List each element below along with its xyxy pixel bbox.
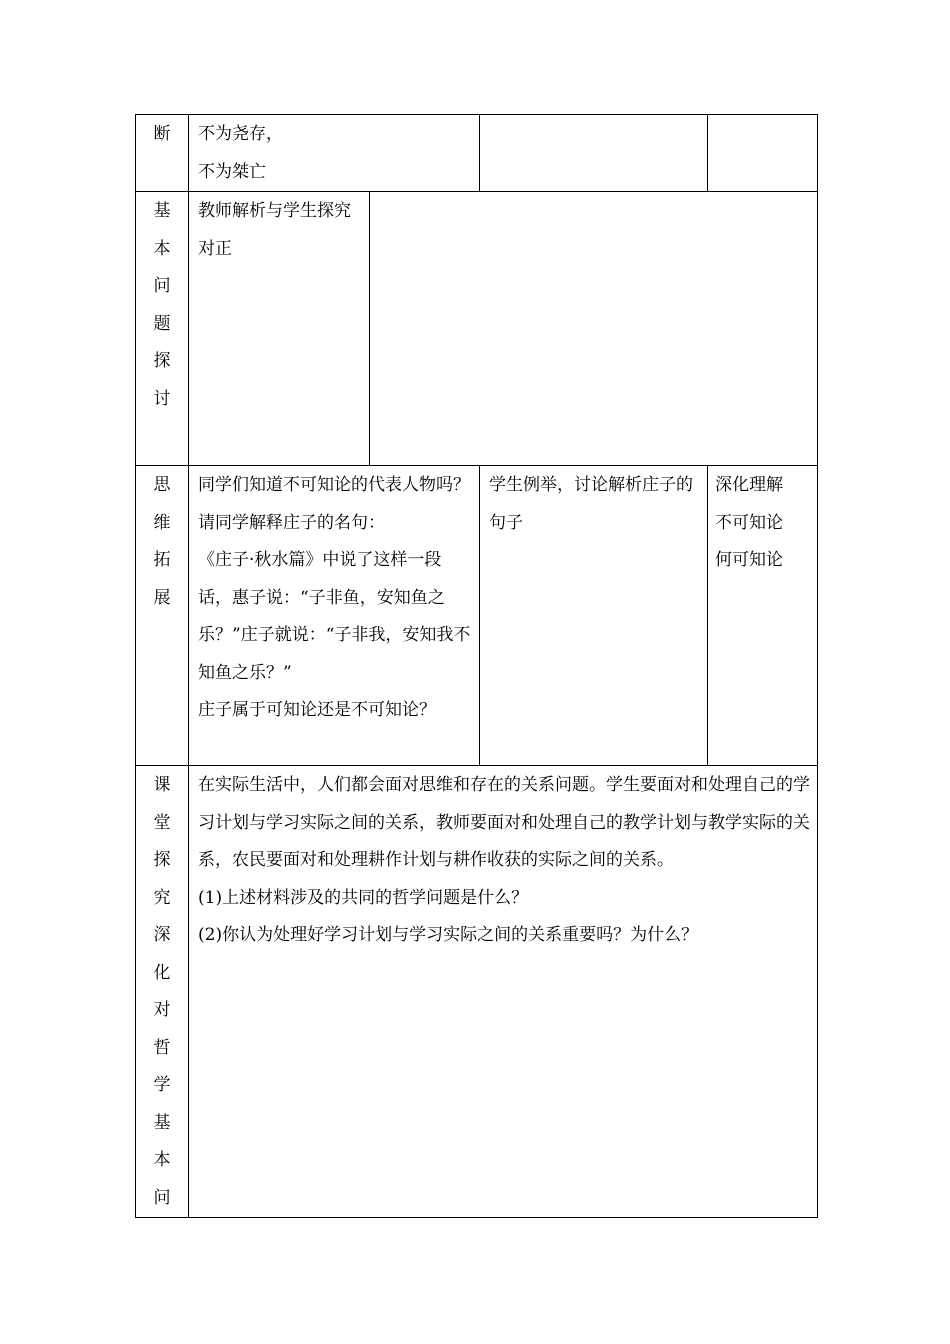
row-label-char: 题	[153, 313, 171, 334]
row-label-char: 探	[153, 850, 171, 870]
classroom-question: (2)你认为处理好学习计划与学习实际之间的关系重要吗？为什么？	[198, 925, 699, 945]
row-label-char: 断	[153, 124, 171, 144]
classroom-content-cell	[189, 766, 818, 1218]
row-label-thinking	[136, 466, 189, 766]
thinking-paragraph: 庄子属于可知论还是不可知论？	[198, 700, 436, 720]
thinking-content-cell	[189, 466, 480, 766]
basic-content-cell	[189, 192, 370, 466]
row-label-char: 学	[153, 1075, 171, 1095]
thinking-student-cell	[480, 466, 708, 766]
row-label-char: 思	[153, 475, 171, 495]
lesson-plan-table	[135, 114, 818, 1218]
row-label-char: 堂	[153, 812, 171, 833]
row-label-char: 基	[153, 201, 171, 221]
table-row-classroom	[136, 766, 818, 1218]
basic-content-text: 教师解析与学生探究对正	[198, 201, 351, 259]
basic-right-cell	[370, 192, 818, 466]
row-label-char: 探	[153, 351, 171, 371]
judge-goal-cell	[708, 115, 818, 192]
row-label-basic	[136, 192, 189, 466]
row-label-classroom	[136, 766, 189, 1218]
table-row-basic	[136, 192, 818, 466]
thinking-goal-line: 深化理解	[715, 475, 783, 495]
classroom-paragraph: 在实际生活中，人们都会面对思维和存在的关系问题。学生要面对和处理自己的学习计划与学习实际之间的关系，教师要面对和处理自己的教学计划与教学实际的关系，农民要面对和处理耕作计划与耕作收获的实际之间的关系。	[198, 775, 810, 870]
thinking-goal-cell	[708, 466, 818, 766]
judge-content-cell	[189, 115, 480, 192]
row-label-char: 课	[153, 775, 171, 795]
row-label-char: 问	[153, 276, 171, 296]
classroom-question: (1)上述材料涉及的共同的哲学问题是什么？	[198, 887, 529, 908]
thinking-goal-line: 何可知论	[715, 550, 783, 570]
thinking-goal-line: 不可知论	[715, 512, 783, 533]
row-label-char: 化	[153, 962, 171, 983]
thinking-paragraph: 请同学解释庄子的名句：	[198, 512, 385, 533]
row-label-char: 维	[153, 512, 171, 533]
row-label-char: 深	[153, 925, 171, 945]
row-label-char: 本	[153, 238, 171, 259]
row-label-char: 对	[153, 1000, 171, 1020]
row-label-char: 展	[153, 587, 171, 608]
row-label-char: 讨	[153, 388, 171, 409]
judge-line: 不为桀亡	[198, 161, 266, 182]
row-label-char: 问	[153, 1187, 171, 1208]
thinking-student-text: 学生例举，讨论解析庄子的句子	[489, 475, 693, 533]
judge-line: 不为尧存，	[198, 124, 283, 144]
row-label-char: 拓	[153, 550, 171, 570]
row-label-char: 哲	[153, 1037, 171, 1058]
thinking-paragraph: 同学们知道不可知论的代表人物吗？	[198, 475, 470, 495]
row-label-judge	[136, 115, 189, 192]
table-row-judge	[136, 115, 818, 192]
row-label-char: 基	[153, 1112, 171, 1133]
thinking-paragraph: 《庄子·秋水篇》中说了这样一段话，惠子说：“子非鱼，安知鱼之乐？”庄子就说：“子非我，安知我不知鱼之乐？”	[198, 550, 471, 683]
judge-student-cell	[480, 115, 708, 192]
row-label-char: 本	[153, 1150, 171, 1170]
table-row-thinking	[136, 466, 818, 766]
row-label-char: 究	[153, 887, 171, 908]
